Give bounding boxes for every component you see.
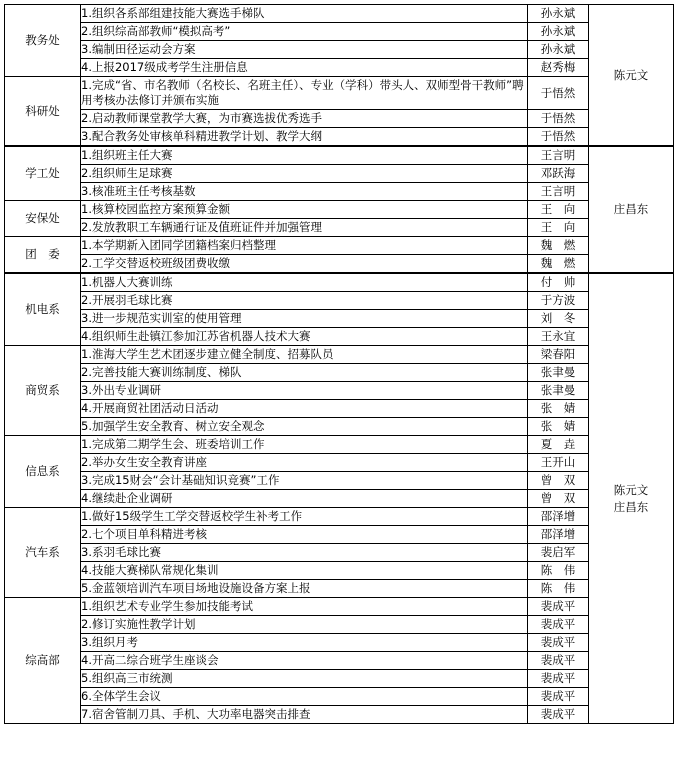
person-cell: 刘 冬 (528, 310, 589, 328)
person-cell: 于方波 (528, 292, 589, 310)
person-cell: 于悟然 (528, 77, 589, 110)
person-cell: 孙永斌 (528, 23, 589, 41)
task-cell: 3.组织月考 (81, 634, 528, 652)
person-cell: 王 向 (528, 201, 589, 219)
task-cell: 2.修订实施性教学计划 (81, 616, 528, 634)
dept-cell-shangmao: 商贸系 (5, 346, 81, 436)
person-cell: 邓跃海 (528, 165, 589, 183)
task-cell: 1.组织各系部组建技能大赛选手梯队 (81, 5, 528, 23)
person-cell: 张 婧 (528, 400, 589, 418)
task-cell: 5.加强学生安全教育、树立安全观念 (81, 418, 528, 436)
person-cell: 张聿曼 (528, 364, 589, 382)
dept-cell-zonggao: 综高部 (5, 598, 81, 724)
task-cell: 2.组织师生足球赛 (81, 165, 528, 183)
task-cell: 4.继续赴企业调研 (81, 490, 528, 508)
work-schedule-table (4, 4, 674, 724)
task-cell: 4.技能大赛梯队常规化集训 (81, 562, 528, 580)
person-cell: 王 向 (528, 219, 589, 237)
person-cell: 裴启军 (528, 544, 589, 562)
person-cell: 裴成平 (528, 652, 589, 670)
person-cell: 王言明 (528, 183, 589, 201)
task-cell: 4.上报2017级成考学生注册信息 (81, 59, 528, 77)
dept-cell-tuanwei: 团 委 (5, 237, 81, 274)
task-cell: 3.系羽毛球比赛 (81, 544, 528, 562)
task-cell: 1.机器人大赛训练 (81, 273, 528, 292)
dept-cell-xinxi: 信息系 (5, 436, 81, 508)
person-cell: 王永宜 (528, 328, 589, 346)
person-cell: 邵泽增 (528, 508, 589, 526)
person-cell: 张 婧 (528, 418, 589, 436)
person-cell: 魏 燃 (528, 255, 589, 274)
person-cell: 付 帅 (528, 273, 589, 292)
task-cell: 5.金蓝领培训汽车项目场地设施设备方案上报 (81, 580, 528, 598)
task-cell: 4.开展商贸社团活动日活动 (81, 400, 528, 418)
dept-cell-qiche: 汽车系 (5, 508, 81, 598)
person-cell: 曾 双 (528, 490, 589, 508)
person-cell: 裴成平 (528, 598, 589, 616)
leader-cell-3: 陈元文 庄昌东 (589, 273, 674, 724)
person-cell: 裴成平 (528, 706, 589, 724)
task-cell: 2.完善技能大赛训练制度、梯队 (81, 364, 528, 382)
person-cell: 王言明 (528, 146, 589, 165)
task-cell: 5.组织高三市统测 (81, 670, 528, 688)
person-cell: 陈 伟 (528, 580, 589, 598)
task-cell: 2.启动教师课堂教学大赛，为市赛选拔优秀选手 (81, 110, 528, 128)
task-cell: 7.宿舍管制刀具、手机、大功率电器突击排查 (81, 706, 528, 724)
person-cell: 夏 垚 (528, 436, 589, 454)
task-cell: 1.完成“省、市名教师（名校长、名班主任）、专业（学科）带头人、双师型骨干教师”聘用考核办法修订并颁布实施 (81, 77, 528, 110)
person-cell: 邵泽增 (528, 526, 589, 544)
person-cell: 王开山 (528, 454, 589, 472)
person-cell: 裴成平 (528, 616, 589, 634)
task-cell: 2.工学交替返校班级团费收缴 (81, 255, 528, 274)
dept-cell-anbao: 安保处 (5, 201, 81, 237)
task-cell: 1.组织班主任大赛 (81, 146, 528, 165)
task-cell: 1.淮海大学生艺术团逐步建立健全制度、招募队员 (81, 346, 528, 364)
task-cell: 2.发放教职工车辆通行证及值班证件并加强管理 (81, 219, 528, 237)
task-cell: 3.进一步规范实训室的使用管理 (81, 310, 528, 328)
person-cell: 张聿曼 (528, 382, 589, 400)
person-cell: 梁春阳 (528, 346, 589, 364)
person-cell: 魏 燃 (528, 237, 589, 255)
person-cell: 赵秀梅 (528, 59, 589, 77)
task-cell: 1.组织艺术专业学生参加技能考试 (81, 598, 528, 616)
dept-cell-xuegong: 学工处 (5, 146, 81, 201)
task-cell: 1.本学期新入团同学团籍档案归档整理 (81, 237, 528, 255)
dept-cell-jiaowu: 教务处 (5, 5, 81, 77)
person-cell: 于悟然 (528, 110, 589, 128)
person-cell: 于悟然 (528, 128, 589, 147)
person-cell: 曾 双 (528, 472, 589, 490)
person-cell: 裴成平 (528, 634, 589, 652)
task-cell: 3.外出专业调研 (81, 382, 528, 400)
task-cell: 6.全体学生会议 (81, 688, 528, 706)
task-cell: 3.配合教务处审核单科精进教学计划、教学大纲 (81, 128, 528, 147)
task-cell: 2.组织综高部教师“模拟高考” (81, 23, 528, 41)
person-cell: 孙永斌 (528, 5, 589, 23)
task-cell: 2.开展羽毛球比赛 (81, 292, 528, 310)
dept-cell-keyan: 科研处 (5, 77, 81, 147)
task-cell: 4.组织师生赴镇江参加江苏省机器人技术大赛 (81, 328, 528, 346)
task-cell: 2.七个项目单科精进考核 (81, 526, 528, 544)
person-cell: 裴成平 (528, 670, 589, 688)
task-cell: 1.完成第二期学生会、班委培训工作 (81, 436, 528, 454)
task-cell: 3.核准班主任考核基数 (81, 183, 528, 201)
person-cell: 陈 伟 (528, 562, 589, 580)
task-cell: 3.完成15财会“会计基础知识竞赛”工作 (81, 472, 528, 490)
task-cell: 4.开高二综合班学生座谈会 (81, 652, 528, 670)
person-cell: 孙永斌 (528, 41, 589, 59)
leader-cell-2: 庄昌东 (589, 146, 674, 273)
leader-cell-1: 陈元文 (589, 5, 674, 147)
task-cell: 2.举办女生安全教育讲座 (81, 454, 528, 472)
task-cell: 3.编制田径运动会方案 (81, 41, 528, 59)
task-cell: 1.核算校园监控方案预算金额 (81, 201, 528, 219)
dept-cell-jidian: 机电系 (5, 273, 81, 346)
task-cell: 1.做好15级学生工学交替返校学生补考工作 (81, 508, 528, 526)
person-cell: 裴成平 (528, 688, 589, 706)
